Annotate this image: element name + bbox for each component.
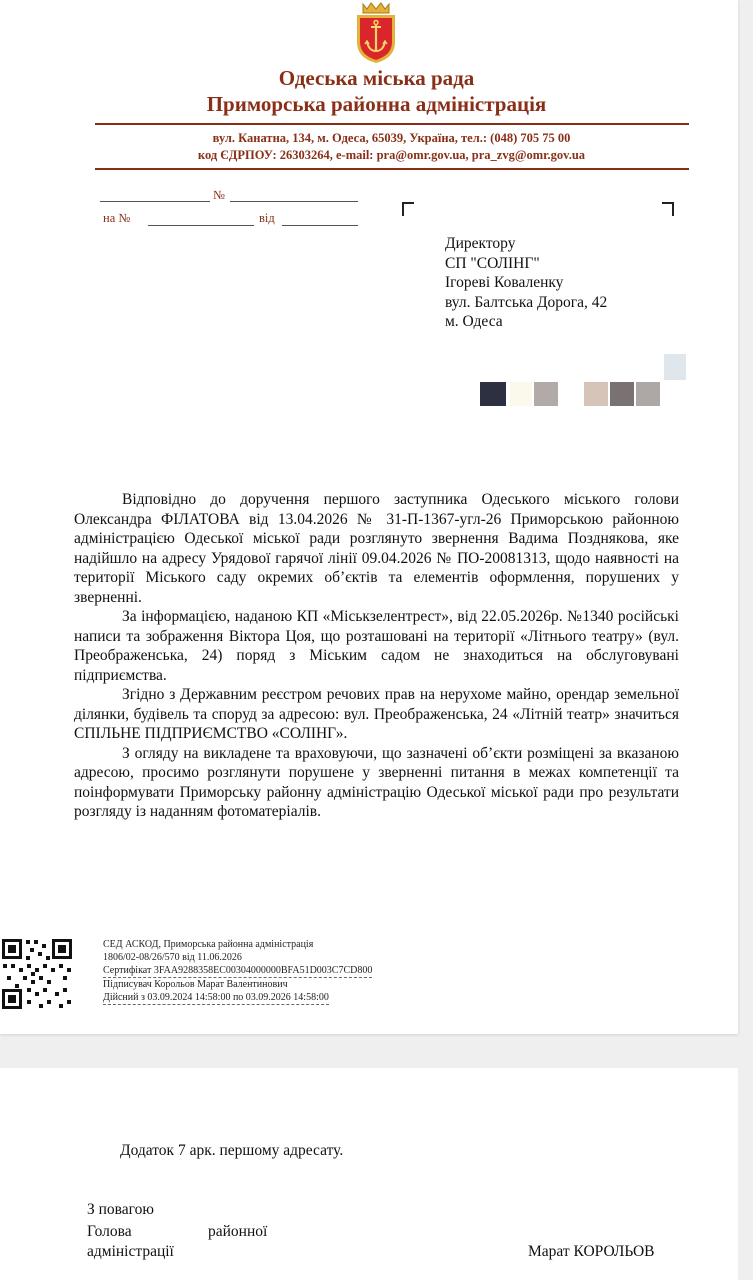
org-name: Одеська міська рада [278, 66, 475, 90]
reg-from-line [282, 225, 358, 226]
reg-from-label: від [259, 211, 275, 225]
signature-certificate: Сертифікат 3FAA9288358EC00304000000BFA51D003C7CD800 [103, 965, 373, 976]
header-rule-bottom [95, 168, 689, 170]
contact-address: вул. Канатна, 134, м. Одеса, 65039, Україна, тел.: (048) 705 75 00 [212, 131, 571, 145]
redacted-block [470, 354, 738, 438]
addressee-line: Директору [445, 235, 516, 252]
signature-signer: Підписувач Корольов Марат Валентинович [103, 979, 288, 990]
addressee-line: вул. Балтська Дорога, 42 [445, 293, 608, 311]
header-rule-top [95, 123, 689, 125]
reg-number-line [230, 201, 358, 202]
signatory-name: Марат КОРОЛЬОВ [528, 1243, 655, 1260]
addressee-line: м. Одеса [445, 313, 503, 330]
letter-body [74, 490, 679, 822]
odesa-coat-of-arms-icon [353, 0, 399, 64]
qr-code-icon [0, 937, 74, 1011]
electronic-signature-block [103, 938, 372, 1005]
signature-validity: Дійсний з 03.09.2024 14:58:00 по 03.09.2026 14:58:00 [103, 992, 329, 1003]
body-paragraph: За інформацією, наданою КП «Міськзелентрест», від 22.05.2026р. №1340 російські написи та зображення Віктора Цоя, що розташовані на території «Літнього театру» (вул. Преображенська, 24) поряд з Міським садом не знаходиться на обслуговувані підприємства. [74, 608, 679, 684]
letter-page-2 [0, 1068, 738, 1280]
signature-system: СЕД АСКОД, Приморська районна адміністрація [103, 939, 314, 950]
position-word-2: районної [208, 1223, 268, 1240]
addressee-line: Ігореві Коваленку [445, 274, 564, 291]
body-paragraph: Відповідно до доручення першого заступника Одеського міського голови Олександра ФІЛАТОВА від 13.04.2026 № 31-П-1367-угл-26 Приморською районною адміністрацією Одеської міської ради розглянуто звернення Вадима Позднякова, яке надійшло на адресу Урядової гарячої лінії 09.04.2026 № ПО-20081313, щодо наявності на території Міського саду окремих об’єктів та елементів оформлення, порушених у зверненні. [74, 491, 679, 606]
addressee-line: СП "СОЛІНГ" [445, 254, 540, 272]
attachment-note: Додаток 7 арк. першому адресату. [120, 1142, 344, 1159]
closing-regards: З повагою [87, 1201, 154, 1218]
address-corner-left [402, 202, 414, 216]
reg-number-label: № [213, 188, 225, 202]
org-subdivision: Приморська районна адміністрація [206, 92, 547, 116]
reg-on-label: на № [103, 211, 131, 225]
position-word-3: адміністрації [87, 1243, 174, 1260]
reg-date-line [100, 201, 210, 202]
body-paragraph: Згідно з Державним реєстром речових прав на нерухоме майно, орендар земельної ділянки, будівель та споруд за адресою: вул. Преображенська, 24 «Літній театр» значиться СПІЛЬНЕ ПІДПРИЄМСТВО «СОЛІНГ». [74, 686, 679, 742]
signature-reg-number: 1806/02-08/26/570 від 11.06.2026 [103, 952, 242, 963]
position-word-1: Голова [87, 1223, 132, 1240]
contact-codes: код ЄДРПОУ: 26303264, e-mail: pra@omr.gov.ua, pra_zvg@omr.gov.ua [197, 148, 586, 162]
body-paragraph: З огляду на викладене та враховуючи, що зазначені об’єкти розміщені за вказаною адресою, просимо розглянути порушене у зверненні питання в межах компетенції та поінформувати Приморську районну адміністрацію Одеської міської ради про результати розгляду із наданням фотоматеріалів. [74, 744, 679, 820]
address-corner-right [662, 202, 674, 216]
reg-on-line [148, 225, 254, 226]
addressee-block [445, 234, 607, 332]
